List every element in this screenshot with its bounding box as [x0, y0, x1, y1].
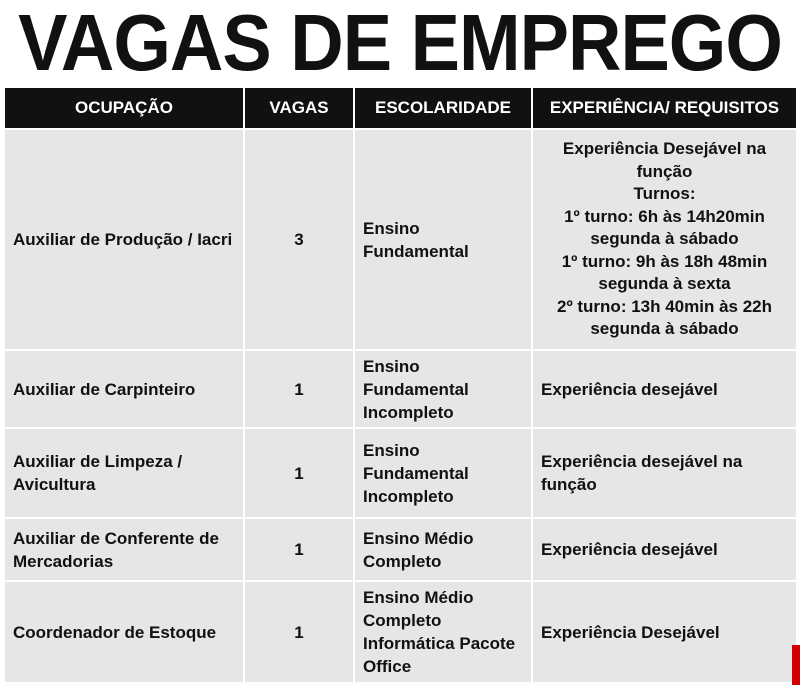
- cell-vagas: 1: [244, 518, 354, 581]
- table-row: [4, 518, 797, 581]
- header-escolaridade: ESCOLARIDADE: [354, 87, 532, 129]
- table-row: [4, 428, 797, 518]
- red-edge-mark: [792, 645, 800, 685]
- cell-requisitos: Experiência desejável na função: [532, 428, 797, 518]
- cell-requisitos: Experiência desejável: [532, 350, 797, 428]
- page-title: VAGAS DE EMPREGO: [18, 0, 782, 87]
- cell-escolaridade: Ensino Fundamental Incompleto: [354, 428, 532, 518]
- cell-requisitos: [532, 129, 797, 350]
- requisito-line: 2º turno: 13h 40min às 22h segunda à sábado: [557, 296, 772, 339]
- cell-escolaridade: Ensino Fundamental: [354, 129, 532, 350]
- cell-escolaridade: Ensino Fundamental Incompleto: [354, 350, 532, 428]
- cell-ocupacao: Auxiliar de Conferente de Mercadorias: [4, 518, 244, 581]
- cell-vagas: 1: [244, 581, 354, 683]
- table-row: [4, 581, 797, 683]
- cell-vagas: 1: [244, 350, 354, 428]
- header-experiencia: EXPERIÊNCIA/ REQUISITOS: [532, 87, 797, 129]
- cell-requisitos: Experiência Desejável: [532, 581, 797, 683]
- cell-vagas: 1: [244, 428, 354, 518]
- cell-ocupacao: Auxiliar de Carpinteiro: [4, 350, 244, 428]
- cell-ocupacao: Auxiliar de Produção / Iacri: [4, 129, 244, 350]
- requisito-line: Experiência Desejável na função: [562, 139, 767, 181]
- requisito-line: Turnos:: [633, 184, 696, 204]
- jobs-table: [3, 86, 798, 684]
- table-row: [4, 350, 797, 428]
- header-vagas: VAGAS: [244, 87, 354, 129]
- cell-escolaridade: Ensino Médio Completo: [354, 518, 532, 581]
- table-header-row: [4, 87, 797, 129]
- table-row: [4, 129, 797, 350]
- requisito-line: 1º turno: 6h às 14h20min segunda à sábado: [564, 206, 765, 249]
- requisito-line: 1º turno: 9h às 18h 48min segunda à sexta: [561, 251, 768, 294]
- header-ocupacao: OCUPAÇÃO: [4, 87, 244, 129]
- cell-ocupacao: Auxiliar de Limpeza / Avicultura: [4, 428, 244, 518]
- cell-requisitos: Experiência desejável: [532, 518, 797, 581]
- cell-vagas: 3: [244, 129, 354, 350]
- cell-escolaridade: Ensino Médio Completo Informática Pacote Office: [354, 581, 532, 683]
- cell-ocupacao: Coordenador de Estoque: [4, 581, 244, 683]
